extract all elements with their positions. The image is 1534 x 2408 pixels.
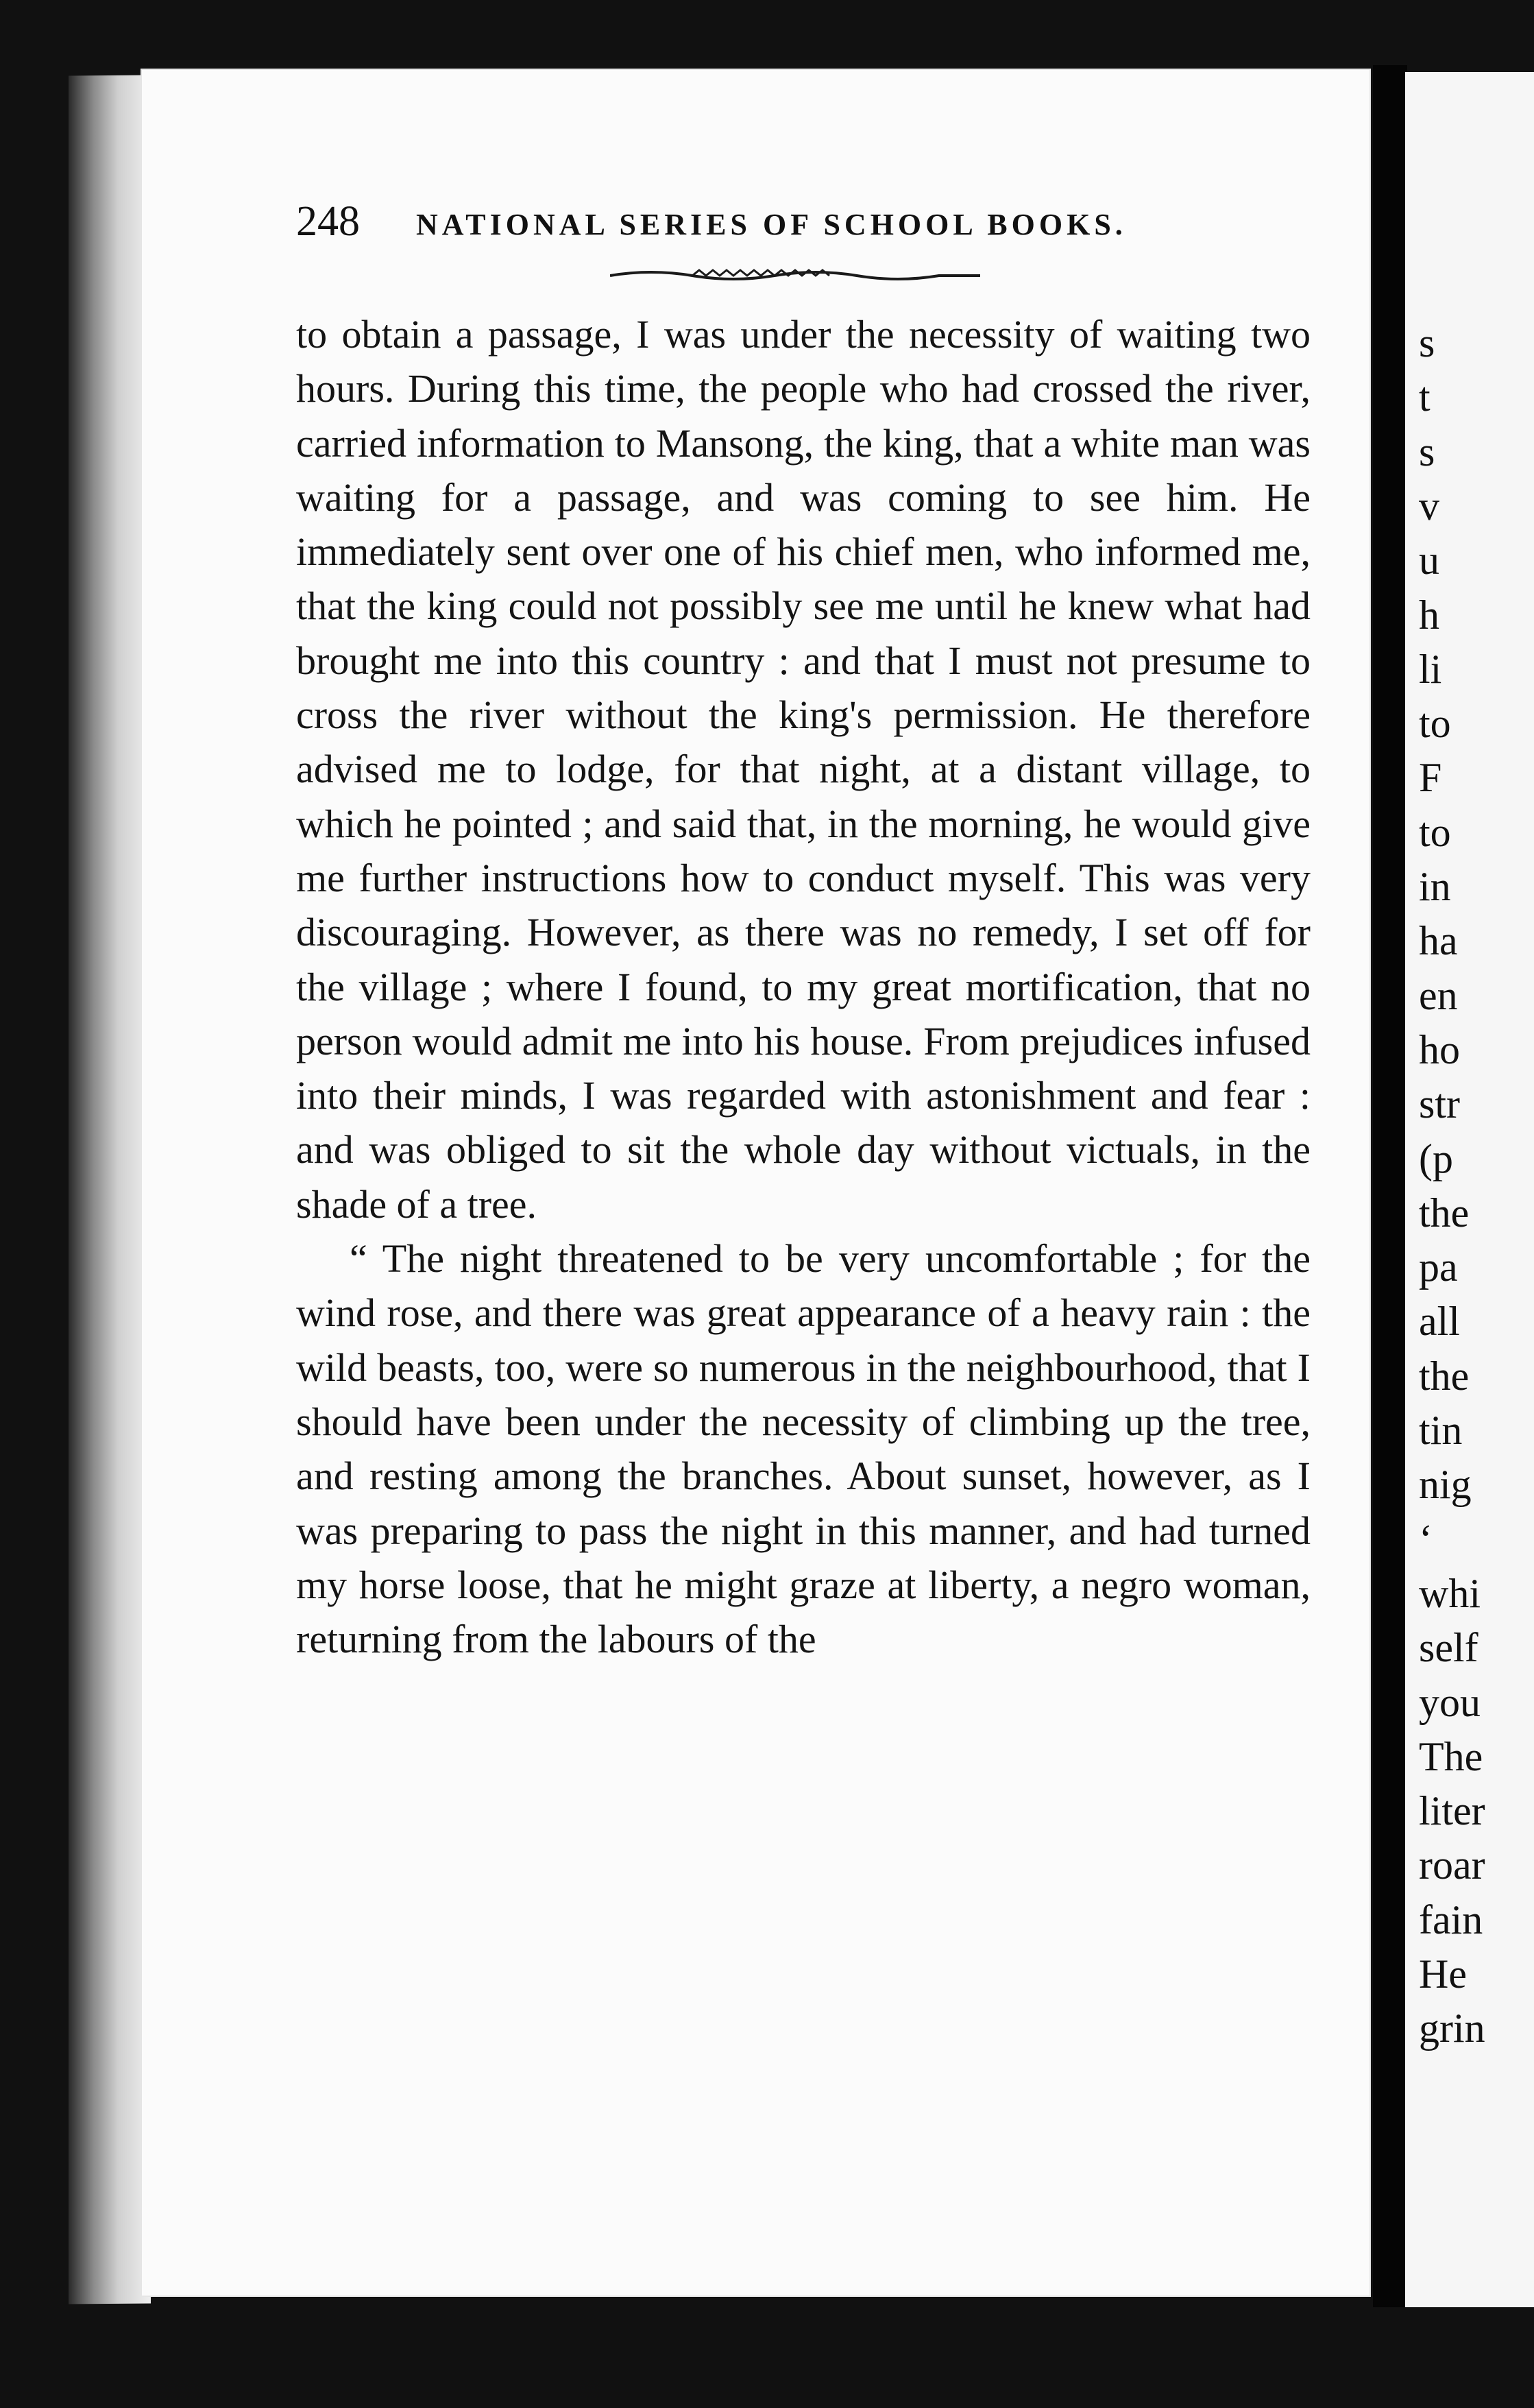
next-page-fragment: u — [1419, 538, 1439, 583]
next-page-fragment: t — [1419, 374, 1430, 420]
next-page-fragment: li — [1419, 646, 1442, 692]
next-page — [1405, 72, 1534, 2307]
next-page-fragment: to — [1419, 701, 1451, 747]
next-page-fragment: tin — [1419, 1408, 1463, 1453]
next-page-fragment: to — [1419, 809, 1451, 855]
next-page-fragment: in — [1419, 864, 1451, 909]
next-page-fragment: v — [1419, 483, 1439, 529]
ornament-rule — [610, 263, 980, 288]
next-page-fragment: ha — [1419, 918, 1458, 964]
next-page-fragment: en — [1419, 972, 1458, 1018]
next-page-fragment: liter — [1419, 1788, 1485, 1834]
next-page-fragment: s — [1419, 320, 1435, 365]
next-page-fragment: all — [1419, 1299, 1460, 1345]
next-page-fragment: He — [1419, 1951, 1467, 1997]
running-title: NATIONAL SERIES OF SCHOOL BOOKS. — [416, 208, 1127, 241]
next-page-fragment: the — [1419, 1190, 1470, 1236]
next-page-fragment: (p — [1419, 1135, 1453, 1181]
next-page-fragment: ho — [1419, 1026, 1460, 1072]
page-edge — [69, 75, 151, 2304]
next-page-fragment: s — [1419, 429, 1435, 474]
next-page-fragment: whi — [1419, 1570, 1481, 1616]
next-page-fragment: roar — [1419, 1842, 1485, 1888]
page-header — [296, 197, 1269, 252]
next-page-fragment: str — [1419, 1081, 1460, 1127]
next-page-fragment: ‘ — [1419, 1516, 1433, 1562]
paragraph-2: “ The night threatened to be very uncomfortable ; for the wind rose, and there was great appearance of a heavy rain : the wild beasts, too, were so numerous in the neighbourhood, that I should have been under the necessity of climbing up the tree, and resting among the branches. About sunset, however, as I was preparing to pass the night in this manner, and had turned my horse loose, that he might graze at liberty, a negro woman, returning from the labours of the — [296, 1236, 1311, 1662]
next-page-fragment: self — [1419, 1625, 1478, 1671]
paragraph-1: to obtain a passage, I was under the necessity of waiting two hours. During this time, the people who had crossed the river, carried information to Mansong, the king, that a white man was waiting for a passage, and was coming to see him. He immediately sent over one of his chief men, who informed me, that the king could not possibly see me until he knew what had brought me into this country : and that I must not presume to cross the river without the king's permission. He therefore advised me to lodge, for that night, at a distant village, to which he pointed ; and said that, in the morning, he would give me further instructions how to conduct myself. This was very discouraging. However, as there was no remedy, I set off for the village ; where I found, to my great mortification, that no person would admit me into his house. From prejudices infused into their minds, I was regarded with astonishment and fear : and was obliged to sit the whole day without victuals, in the shade of a tree. — [296, 312, 1311, 1227]
book-gutter — [1373, 65, 1407, 2307]
next-page-fragment: F — [1419, 755, 1442, 801]
next-page-fragment: nig — [1419, 1462, 1472, 1508]
next-page-fragment: you — [1419, 1679, 1481, 1725]
next-page-fragment: The — [1419, 1733, 1483, 1779]
next-page-fragment: fain — [1419, 1897, 1483, 1942]
next-page-fragment: grin — [1419, 2006, 1485, 2051]
next-page-fragment: pa — [1419, 1244, 1458, 1290]
next-page-fragment: the — [1419, 1353, 1470, 1399]
page-number: 248 — [296, 198, 360, 245]
next-page-fragment: h — [1419, 592, 1439, 638]
body-text — [296, 307, 1311, 1666]
